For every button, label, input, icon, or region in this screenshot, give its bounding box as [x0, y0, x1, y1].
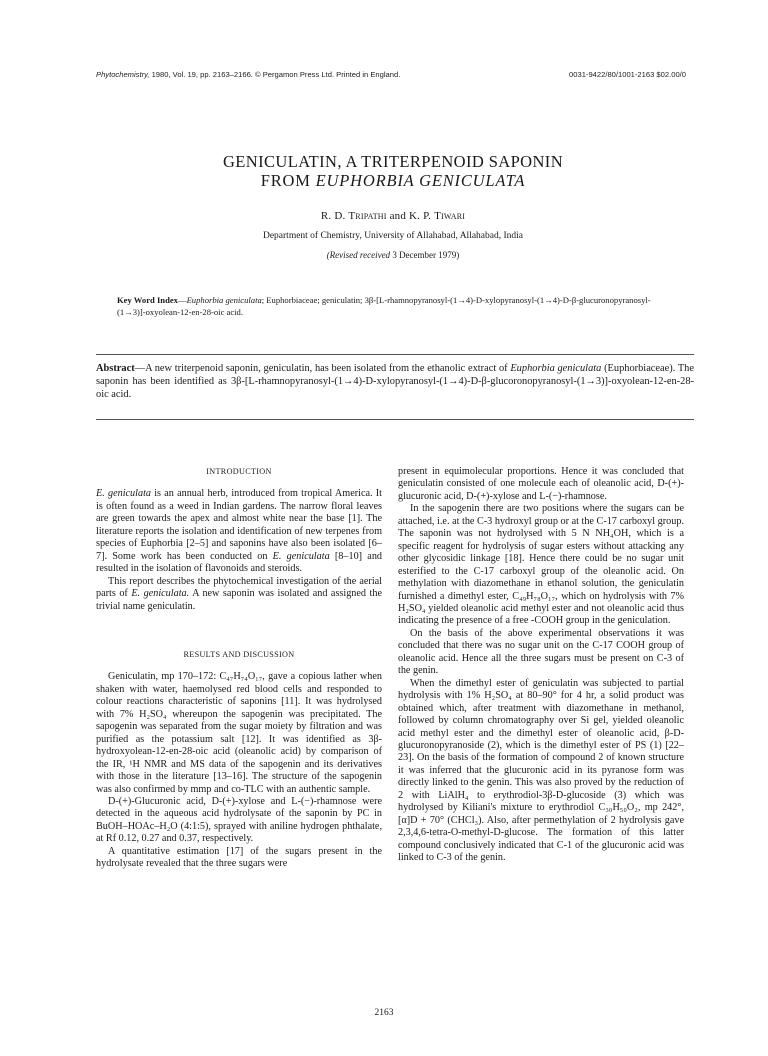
right-column — [398, 466, 684, 865]
results-paragraph-1: Geniculatin, mp 170–172: C₄₇H₇₄O₁₇, gave a copious lather when shaken with water, haemolysed red blood cells and responded to colour reactions characteristic of saponins [11]. It was hydrolysed with 7% H₂SO₄ whereupon the sapogenin was precipitated. The sapogenin was separated from the sugar moiety by filtration and was purified as the potassium salt [12]. It was identified as 3β-hydroxyolean-12-en-28-oic acid (oleanolic acid) by comparison of the IR, ¹H NMR and MS data of the sapogenin and its derivatives with those in the literature [13–16]. The structure of the sapogenin was also confirmed by mmp and co-TLC with an authentic sample. — [96, 671, 382, 795]
author-2-initials: K. P. — [409, 210, 435, 222]
author-and: and — [386, 210, 410, 222]
right-paragraph-1: present in equimolecular proportions. Hence it was concluded that geniculatin consisted of one molecule each of oleanolic acid, D-(+)-glucuronic acid, D-(+)-xylose and L-(−)-rhamnose. — [398, 466, 684, 502]
author-1-name: Tripathi — [348, 210, 387, 222]
keywords-text: ; Euphorbiaceae; geniculatin; 3β-[L-rhamnopyranosyl-(1→4)-D-xylopyranosyl-(1→4)-D-β-glucuronopyranosyl-(1→3)]-oxyolean-12-en-28-oic acid. — [117, 295, 651, 317]
results-heading: RESULTS AND DISCUSSION — [183, 649, 295, 659]
introduction-heading: INTRODUCTION — [206, 467, 272, 476]
intro-text-3: This report describes the phytochemical investigation of the aerial parts of — [96, 575, 382, 600]
right-paragraph-4: When the dimethyl ester of geniculatin was subjected to partial hydrolysis with 1% H₂SO₄ at 80–90° for 4 hr, a solid product was obtained which, after treatment with diazomethane in methanol, followed by column chromatography over Si gel, yielded oleanolic acid methyl ester and the dimethyl ester of oleanolic acid, β-D-glucuronopyranoside (2), which is the dimethyl ester of PS (1) [22–23]. On the basis of the formation of compound 2 of known structure it was inferred that the glucuronic acid in its pyranose form was directly linked to the genin. This was also proved by the reduction of 2 with LiAlH₄ to erythrodiol-3β-D-glucoside (3) which was hydrolysed by Kiliani's mixture to erythrodiol C₃₀H₅₀O₂, mp 242°, [α]D + 70° (CHCl₃). Also, after permethylation of 2 hydrolysis gave 2,3,4,6-tetra-O-methyl-D-glucose. The formation of this latter compound conclusively indicated that C-1 of the glucuronic acid was linked to C-3 of the genin. — [398, 677, 684, 864]
paper-title-species: EUPHORBIA GENICULATA — [315, 171, 526, 190]
paper-title-prefix: FROM — [260, 171, 316, 190]
paper-title-line2 — [96, 171, 690, 190]
journal-name: Phytochemistry, — [96, 70, 150, 79]
right-paragraph-2: In the sapogenin there are two positions where the sugars can be attached, i.e. at the C-3 hydroxyl group or at the C-17 carboxyl group. The saponin was not hydrolysed with 5 N NH₄OH, which is a specific reagent for hydrolysis of sugar esters without attacking any other glycosidic linkage [18]. Hence there could be no sugar unit esterified to the C-17 carboxyl group of the oleanolic acid. On methylation with diazomethane in ethanol solution, the geniculatin furnished a dimethyl ester, C₄₉H₇₈O₁₇, which on hydrolysis with 7% H₂SO₄ yielded oleanolic acid methyl ester and not oleanolic acid thus indicating the presence of a free -COOH group in the geniculation. — [398, 503, 684, 627]
author-2-name: Tiwari — [434, 210, 466, 222]
abstract-bottom-rule — [96, 419, 694, 420]
keywords-species: Euphorbia geniculata — [186, 295, 262, 305]
intro-species: E. geniculata — [96, 488, 151, 500]
intro-species-3: E. geniculata. — [131, 588, 190, 600]
results-paragraph-2: D-(+)-Glucuronic acid, D-(+)-xylose and L-(−)-rhamnose were detected in the aqueous acid hydrolysate of the saponin by PC in BuOH–HOAc–H₂O (4:1:5), sprayed with aniline hydrogen phthalate, at Rf 0.12, 0.27 and 0.37, respectively. — [96, 795, 382, 845]
introduction-paragraph-1 — [96, 488, 382, 575]
intro-species-2: E. geniculata — [272, 550, 330, 562]
title-block — [96, 152, 690, 260]
results-paragraph-3: A quantitative estimation [17] of the sugars present in the hydrolysate revealed that the three sugars were — [96, 845, 382, 870]
citation-details: 1980, Vol. 19, pp. 2163–2166. © Pergamon Press Ltd. Printed in England. — [149, 70, 401, 79]
intro-text-1: is an annual herb, introduced from tropical America. It is often found as a weed in Indian gardens. The narrow floral leaves are green towards the apex and almost white near the base [1]. The literature reports the isolation and identification of new terpenes from species of Euphorbia [2–5] and saponins have also been isolated [6–7]. Some work has been conducted on — [96, 488, 382, 562]
abstract-top-rule — [96, 354, 694, 355]
left-column — [96, 466, 382, 871]
running-header-code: 0031-9422/80/1001-2163 $02.00/0 — [569, 70, 686, 79]
revised-date-value: 3 December 1979) — [390, 250, 460, 260]
key-word-index — [117, 294, 677, 318]
author-1-initials: R. D. — [320, 210, 349, 222]
introduction-paragraph-2 — [96, 576, 382, 613]
abstract — [96, 362, 694, 401]
intro-text-4: A new saponin was isolated and assigned the trivial name geniculatin. — [96, 588, 382, 612]
keywords-label: Key Word Index — [117, 295, 178, 305]
keywords-dash: — — [177, 295, 187, 305]
revised-label: (Revised received — [326, 250, 391, 260]
running-header-citation — [96, 70, 400, 79]
intro-text-2: [8–10] and resulted in the isolation of flavonoids and steroids. — [96, 550, 383, 575]
author-list — [96, 210, 690, 222]
affiliation: Department of Chemistry, University of Allahabad, Allahabad, India — [262, 231, 524, 241]
abstract-text-2: (Euphorbiaceae). The saponin has been identified as 3β-[L-rhamnopyranosyl-(1→4)-D-xylopyranosyl-(1→4)-D-β-glucoronopyranosyl-(1→3)]-oxyolean-12-en-28-oic acid. — [96, 363, 694, 400]
paper-title-line1: GENICULATIN, A TRITERPENOID SAPONIN — [222, 152, 564, 171]
right-paragraph-3: On the basis of the above experimental observations it was concluded that there was no sugar unit on the C-17 COOH group of oleanolic acid. Hence all the three sugars must be present on C-3 of the genin. — [398, 627, 684, 677]
abstract-text-1: —A new triterpenoid saponin, geniculatin, has been isolated from the ethanolic extract of — [134, 363, 511, 374]
page-number: 2163 — [374, 1008, 394, 1018]
abstract-label: Abstract — [96, 363, 135, 374]
revised-date — [96, 250, 690, 260]
abstract-species: Euphorbia geniculata — [510, 363, 602, 374]
